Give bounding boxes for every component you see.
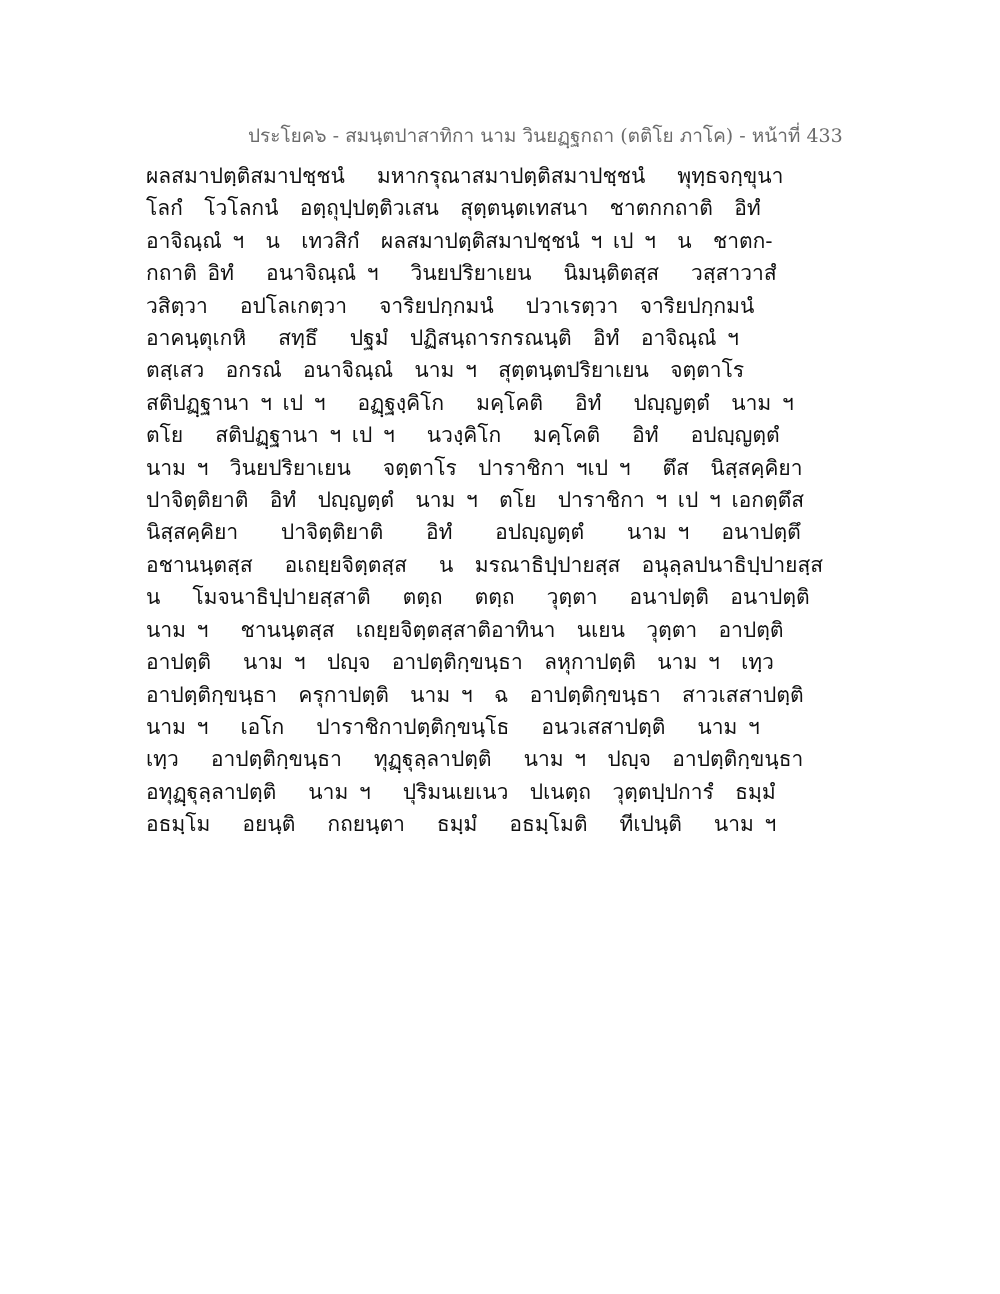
- body-line: กถาติ อิทํ อนาจิณฺณํ ฯ วินยปริยาเยน นิมนฺติตสฺส วสฺสาวาสํ: [146, 261, 777, 286]
- body-line: ปาจิตฺติยาติ อิทํ ปญฺญตฺตํ นาม ฯ ตโย ปาราชิกา ฯ เป ฯ เอกตฺตึส: [146, 488, 805, 513]
- body-line: สติปฏฺฐานา ฯ เป ฯ อฏฺฐงฺคิโก มคฺโคติ อิทํ ปญฺญตฺตํ นาม ฯ: [146, 390, 794, 415]
- body-line: นาม ฯ วินยปริยาเยน จตฺตาโร ปาราชิกา ฯเป ฯ ตึส นิสฺสคฺคิยา: [146, 455, 803, 480]
- body-line: อาปตฺติ นาม ฯ ปญฺจ อาปตฺติกฺขนฺธา ลหุกาปตฺติ นาม ฯ เทฺว: [146, 650, 774, 675]
- body-line: น โมจนาธิปฺปายสฺสาติ ตตฺถ ตตฺถ วุตฺตา อนาปตฺติ อนาปตฺติ: [146, 585, 810, 610]
- body-line: อทุฏฺฐุลฺลาปตฺติ นาม ฯ ปุริมนเยเนว ปเนตฺถ วุตฺตปฺปการํ ธมฺมํ: [146, 779, 776, 804]
- body-line: นาม ฯ ชานนฺตสฺส เถยฺยจิตฺตสฺสาติอาทินา นเยน วุตฺตา อาปตฺติ: [146, 617, 784, 642]
- body-line: นาม ฯ เอโก ปาราชิกาปตฺติกฺขนฺโธ อนวเสสาปตฺติ นาม ฯ: [146, 714, 760, 739]
- body-line: ผลสมาปตฺติสมาปชฺชนํ มหากรุณาสมาปตฺติสมาปชฺชนํ พุทฺธจกฺขุนา: [146, 164, 784, 188]
- body-line: วสิตฺวา อปโลเกตฺวา จาริยปกฺกมนํ ปวาเรตฺวา จาริยปกฺกมนํ: [146, 293, 755, 318]
- body-line: นิสฺสคฺคิยา ปาจิตฺติยาติ อิทํ อปญฺญตฺตํ นาม ฯ อนาปตฺตึ: [146, 520, 801, 545]
- body-line: อาจิณฺณํ ฯ น เทวสิกํ ผลสมาปตฺติสมาปชฺชนํ ฯ เป ฯ น ชาตก-: [146, 228, 773, 253]
- body-line: ตโย สติปฏฺฐานา ฯ เป ฯ นวงฺคิโก มคฺโคติ อิทํ อปญฺญตฺตํ: [146, 423, 780, 448]
- body-line: อชานนฺตสฺส อเถยฺยจิตฺตสฺส น มรณาธิปฺปายสฺส อนุลฺลปนาธิปฺปายสฺส: [146, 552, 824, 577]
- body-line: อาคนฺตุเกหิ สทฺธึ ปฐมํ ปฏิสนฺถารกรณนฺติ อิทํ อาจิณฺณํ ฯ: [146, 326, 739, 351]
- page-header: ประโยค๖ - สมนฺตปาสาทิกา นาม วินยฏฺฐกถา (ตติโย ภาโค) - หน้าที่ 433: [248, 125, 843, 147]
- body-line: โลกํ โวโลกนํ อตฺถุปฺปตฺติวเสน สุตฺตนฺตเทสนา ชาตกกถาติ อิทํ: [146, 196, 761, 221]
- body-line: เทฺว อาปตฺติกฺขนฺธา ทุฏฺฐุลฺลาปตฺติ นาม ฯ ปญฺจ อาปตฺติกฺขนฺธา: [146, 747, 804, 772]
- body-line: ตสฺเสว อกรณํ อนาจิณฺณํ นาม ฯ สุตฺตนฺตปริยาเยน จตฺตาโร: [146, 358, 745, 383]
- body-line: อธมฺโม อยนฺติ กถยนฺตา ธมฺมํ อธมฺโมติ ทีเปนฺติ นาม ฯ: [146, 812, 777, 837]
- body-line: อาปตฺติกฺขนฺธา ครุกาปตฺติ นาม ฯ ฉ อาปตฺติกฺขนฺธา สาวเสสาปตฺติ: [146, 682, 804, 707]
- body-text: [146, 160, 824, 841]
